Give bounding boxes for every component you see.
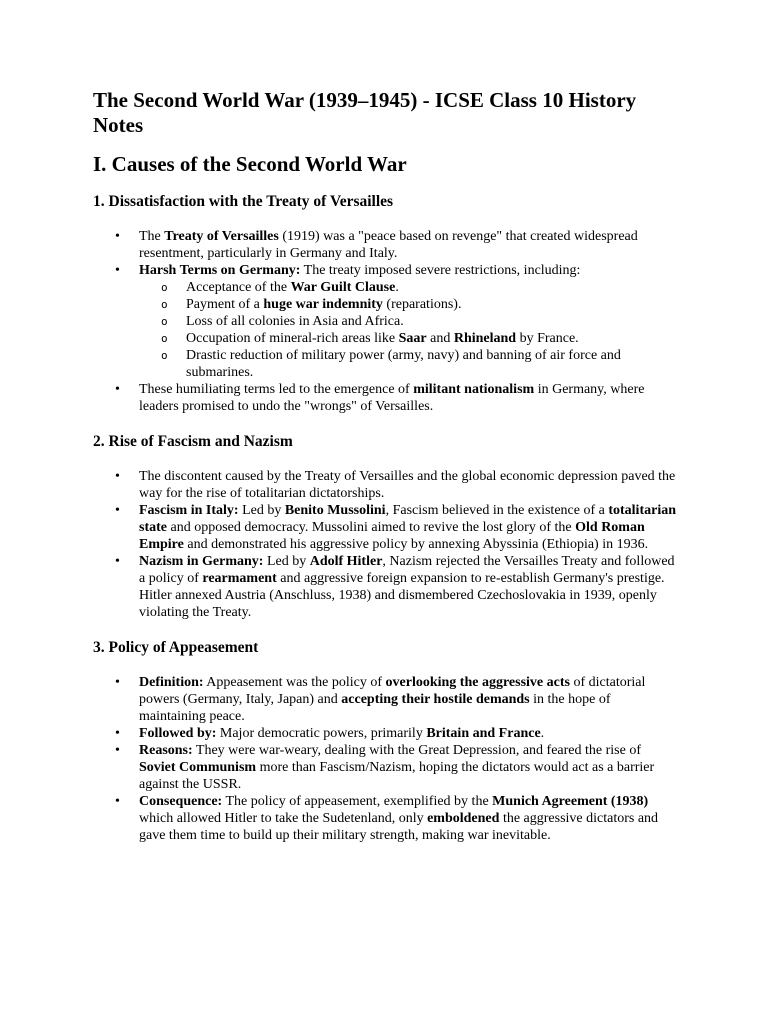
list-item: • Definition: Appeasement was the policy of overlooking the aggressive acts of dictatorial powers (Germany, Italy, Japan) and accepting their hostile demands in the hope of maintaining peace. — [93, 674, 676, 725]
list-item: • The discontent caused by the Treaty of Versailles and the global economic depression paved the way for the rise of totalitarian dictatorships. — [93, 468, 676, 502]
versailles-list — [93, 228, 676, 415]
list-item: • Harsh Terms on Germany: The treaty imposed severe restrictions, including: o Acceptance of the War Guilt Clause. o Payment of a huge war indemnity (reparations). o Loss of all colonies in Asia and Africa. o Occupation of mineral-rich areas like Saar and Rhineland by France. o Drastic reduction of military power (army, navy) and banning of air force and submarines. — [93, 262, 676, 381]
sub-list-item: o Loss of all colonies in Asia and Africa. — [139, 313, 676, 330]
subsection-heading-versailles: 1. Dissatisfaction with the Treaty of Versailles — [93, 193, 394, 210]
subsection-heading-fascism: 2. Rise of Fascism and Nazism — [93, 433, 293, 450]
section-heading: I. Causes of the Second World War — [93, 152, 407, 176]
appeasement-list — [93, 674, 676, 844]
list-item: • Followed by: Major democratic powers, primarily Britain and France. — [93, 725, 676, 742]
sub-list-item: o Occupation of mineral-rich areas like Saar and Rhineland by France. — [139, 330, 676, 347]
subsection-heading-appeasement: 3. Policy of Appeasement — [93, 639, 259, 656]
sub-list-item: o Acceptance of the War Guilt Clause. — [139, 279, 676, 296]
document-title: The Second World War (1939–1945) - ICSE Class 10 History Notes — [93, 88, 637, 137]
sub-list-item: o Payment of a huge war indemnity (reparations). — [139, 296, 676, 313]
sub-list-item: o Drastic reduction of military power (army, navy) and banning of air force and submarines. — [139, 347, 676, 381]
list-item: • The Treaty of Versailles (1919) was a "peace based on revenge" that created widespread resentment, particularly in Germany and Italy. — [93, 228, 676, 262]
list-item: • Nazism in Germany: Led by Adolf Hitler, Nazism rejected the Versailles Treaty and followed a policy of rearmament and aggressive foreign expansion to re-establish Germany's prestige. Hitler annexed Austria (Anschluss, 1938) and dismembered Czechoslovakia in 1939, openly violating the Treaty. — [93, 553, 676, 621]
harsh-terms-sublist — [139, 279, 676, 381]
list-item: • Consequence: The policy of appeasement, exemplified by the Munich Agreement (1938) which allowed Hitler to take the Sudetenland, only emboldened the aggressive dictators and gave them time to build up their military strength, making war inevitable. — [93, 793, 676, 844]
list-item: • Reasons: They were war-weary, dealing with the Great Depression, and feared the rise of Soviet Communism more than Fascism/Nazism, hoping the dictators would act as a barrier against the USSR. — [93, 742, 676, 793]
list-item: • Fascism in Italy: Led by Benito Mussolini, Fascism believed in the existence of a totalitarian state and opposed democracy. Mussolini aimed to revive the lost glory of the Old Roman Empire and demonstrated his aggressive policy by annexing Abyssinia (Ethiopia) in 1936. — [93, 502, 676, 553]
list-item: • These humiliating terms led to the emergence of militant nationalism in Germany, where leaders promised to undo the "wrongs" of Versailles. — [93, 381, 676, 415]
fascism-list — [93, 468, 676, 621]
